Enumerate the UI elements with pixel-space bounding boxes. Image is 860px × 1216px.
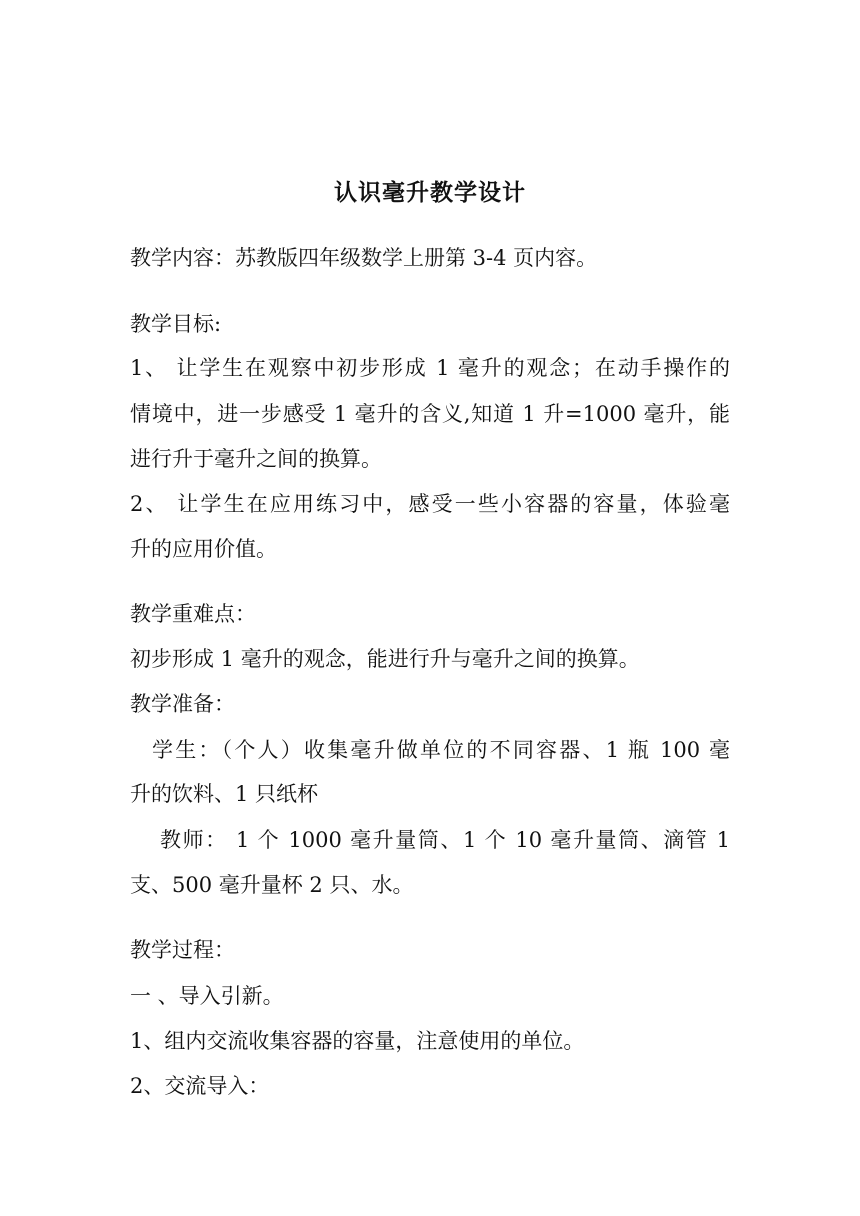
preparation-teacher-line-1: 教师： 1 个 1000 毫升量筒、1 个 10 毫升量筒、滴管 1 [160, 828, 730, 852]
preparation-teacher-line-2: 支、500 毫升量杯 2 只、水。 [130, 873, 414, 897]
teaching-content-line: 教学内容：苏教版四年级数学上册第 3-4 页内容。 [130, 246, 598, 270]
process-step-1-heading: 一 、导入引新。 [130, 984, 284, 1008]
preparation-heading: 教学准备： [130, 692, 235, 716]
goal-2-line-1: 2、 让学生在应用练习中，感受一些小容器的容量，体验毫 [130, 492, 730, 516]
goal-1-line-3: 进行升于毫升之间的换算。 [130, 447, 382, 471]
process-step-1-item-2: 2、交流导入： [130, 1074, 270, 1098]
teaching-goals-heading: 教学目标: [130, 312, 222, 336]
key-difficulties-text: 初步形成 1 毫升的观念，能进行升与毫升之间的换算。 [130, 647, 640, 671]
key-difficulties-heading: 教学重难点： [130, 602, 256, 626]
process-step-1-item-1: 1、组内交流收集容器的容量，注意使用的单位。 [130, 1029, 585, 1053]
goal-1-line-2: 情境中，进一步感受 1 毫升的含义,知道 1 升=1000 毫升，能 [130, 402, 730, 426]
goal-2-line-2: 升的应用价值。 [130, 537, 277, 561]
document-title: 认识毫升教学设计 [334, 179, 526, 206]
preparation-students-line-2: 升的饮料、1 只纸杯 [130, 782, 319, 806]
teaching-process-heading: 教学过程： [130, 938, 235, 962]
goal-1-line-1: 1、 让学生在观察中初步形成 1 毫升的观念；在动手操作的 [130, 356, 730, 380]
preparation-students-line-1: 学生：（个人）收集毫升做单位的不同容器、1 瓶 100 毫 [152, 738, 730, 762]
